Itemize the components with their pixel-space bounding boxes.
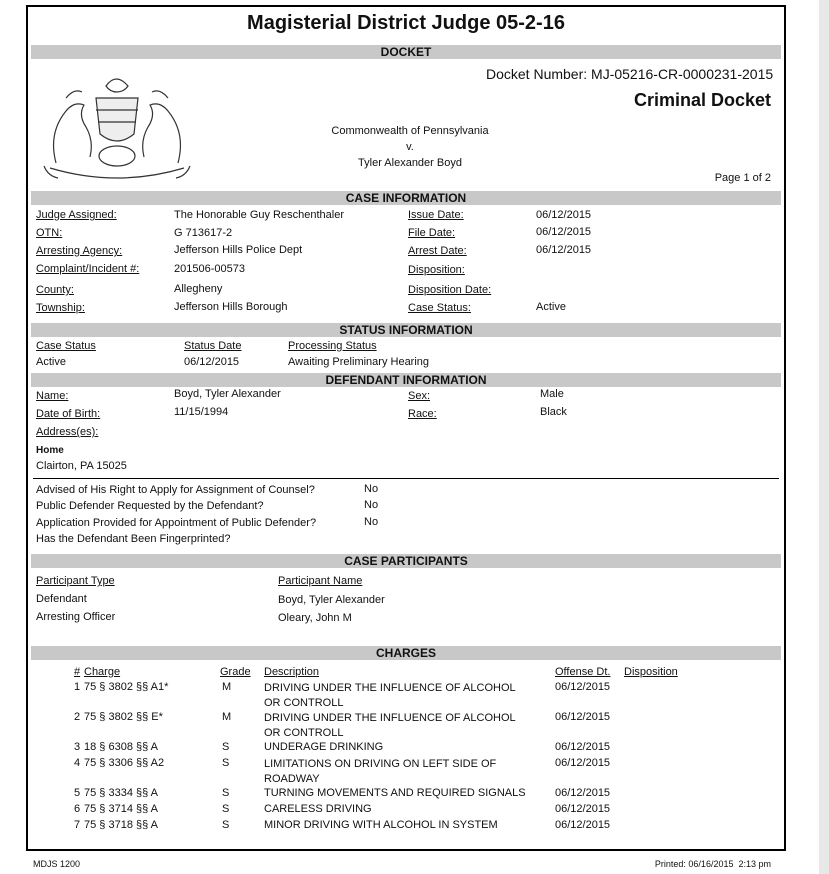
dob-value: 11/15/1994 xyxy=(174,406,229,418)
charge-statute: 75 § 3306 §§ A2 xyxy=(84,757,165,769)
charge-number: 3 xyxy=(74,741,81,753)
status-value: Active xyxy=(36,356,66,368)
charge-description: LIMITATIONS ON DRIVING ON LEFT SIDE OF xyxy=(264,758,497,770)
name-label: Name: xyxy=(36,390,69,402)
charge-description-cont: OR CONTROLL xyxy=(264,727,344,739)
name-value: Boyd, Tyler Alexander xyxy=(174,388,281,400)
charge-number: 4 xyxy=(74,757,81,769)
charge-grade: S xyxy=(222,819,230,831)
charge-offense-date: 06/12/2015 xyxy=(555,741,611,753)
form-id: MDJS 1200 xyxy=(33,859,81,869)
viewer-background xyxy=(819,0,829,874)
caption-plaintiff: Commonwealth of Pennsylvania xyxy=(331,125,489,137)
counsel-answer: No xyxy=(364,483,379,495)
case-status-label: Case Status: xyxy=(408,302,471,314)
charge-description: TURNING MOVEMENTS AND REQUIRED SIGNALS xyxy=(264,787,526,799)
charge-col-offense-date: Offense Dt. xyxy=(555,666,611,678)
charge-description: UNDERAGE DRINKING xyxy=(264,741,384,753)
charge-grade: S xyxy=(222,757,230,769)
counsel-question: Advised of His Right to Apply for Assignment of Counsel? xyxy=(36,484,315,496)
charge-description: DRIVING UNDER THE INFLUENCE OF ALCOHOL xyxy=(264,712,516,724)
participant-name-header: Participant Name xyxy=(278,575,363,587)
participant-type: Defendant xyxy=(36,593,87,605)
county-label: County: xyxy=(36,284,74,296)
arresting-agency-label: Arresting Agency: xyxy=(36,245,123,257)
status-col-processing: Processing Status xyxy=(288,340,377,352)
charge-grade: M xyxy=(222,681,232,693)
charge-description-cont: ROADWAY xyxy=(264,773,320,785)
file-date-label: File Date: xyxy=(408,227,456,239)
application-answer: No xyxy=(364,516,379,528)
charge-col-description: Description xyxy=(264,666,320,678)
charge-offense-date: 06/12/2015 xyxy=(555,681,611,693)
charge-statute: 18 § 6308 §§ A xyxy=(84,741,159,753)
participant-name: Boyd, Tyler Alexander xyxy=(278,594,385,606)
charge-col-disposition: Disposition xyxy=(624,666,678,678)
charge-offense-date: 06/12/2015 xyxy=(555,711,611,723)
case-status-value: Active xyxy=(536,301,566,313)
processing-status-value: Awaiting Preliminary Hearing xyxy=(288,356,430,368)
arrest-date-label: Arrest Date: xyxy=(408,245,467,257)
public-defender-question: Public Defender Requested by the Defendant? xyxy=(36,500,264,512)
charge-grade: M xyxy=(222,711,232,723)
charge-statute: 75 § 3334 §§ A xyxy=(84,787,159,799)
otn-label: OTN: xyxy=(36,227,63,239)
arresting-agency-value: Jefferson Hills Police Dept xyxy=(174,244,303,256)
judge-value: The Honorable Guy Reschenthaler xyxy=(174,209,344,221)
charge-description-cont: OR CONTROLL xyxy=(264,697,344,709)
page-number: Page 1 of 2 xyxy=(714,172,771,184)
dob-label: Date of Birth: xyxy=(36,408,101,420)
home-address-value: Clairton, PA 15025 xyxy=(36,460,127,472)
otn-value: G 713617-2 xyxy=(174,227,233,239)
address-label: Address(es): xyxy=(36,426,99,438)
docket-type: Criminal Docket xyxy=(633,90,771,110)
status-col-case-status: Case Status xyxy=(36,340,96,352)
charges-heading: CHARGES xyxy=(31,646,781,660)
charge-grade: S xyxy=(222,803,230,815)
participant-name: Oleary, John M xyxy=(278,612,352,624)
page-title: Magisterial District Judge 05-2-16 xyxy=(247,12,565,34)
charge-number: 2 xyxy=(74,711,81,723)
participant-type: Arresting Officer xyxy=(36,611,116,623)
race-label: Race: xyxy=(408,408,437,420)
arrest-date-value: 06/12/2015 xyxy=(536,244,592,256)
charge-col-charge: Charge xyxy=(84,666,121,678)
charge-offense-date: 06/12/2015 xyxy=(555,819,611,831)
township-label: Township: xyxy=(36,302,85,314)
issue-date-label: Issue Date: xyxy=(408,209,464,221)
printed-timestamp: Printed: 06/16/2015 2:13 pm xyxy=(654,859,771,869)
docket-number: Docket Number: MJ-05216-CR-0000231-2015 xyxy=(486,66,774,82)
caption-versus: v. xyxy=(406,141,414,153)
judge-label: Judge Assigned: xyxy=(36,209,117,221)
status-information-heading: STATUS INFORMATION xyxy=(31,323,781,337)
file-date-value: 06/12/2015 xyxy=(536,226,592,238)
section-divider xyxy=(33,478,779,479)
fingerprint-question: Has the Defendant Been Fingerprinted? xyxy=(36,533,231,545)
charge-col-number: # xyxy=(74,666,81,678)
charge-grade: S xyxy=(222,787,230,799)
charge-offense-date: 06/12/2015 xyxy=(555,757,611,769)
home-address-label: Home xyxy=(36,445,64,456)
charge-statute: 75 § 3714 §§ A xyxy=(84,803,159,815)
caption-defendant: Tyler Alexander Boyd xyxy=(358,157,462,169)
township-value: Jefferson Hills Borough xyxy=(174,301,288,313)
case-information-heading: CASE INFORMATION xyxy=(31,191,781,205)
defendant-information-heading: DEFENDANT INFORMATION xyxy=(31,373,781,387)
issue-date-value: 06/12/2015 xyxy=(536,209,592,221)
disposition-date-label: Disposition Date: xyxy=(408,284,492,296)
status-date-value: 06/12/2015 xyxy=(184,356,240,368)
complaint-value: 201506-00573 xyxy=(174,263,245,275)
charge-statute: 75 § 3802 §§ A1* xyxy=(84,681,169,693)
pennsylvania-seal-icon xyxy=(36,68,198,183)
charge-number: 7 xyxy=(74,819,81,831)
charge-number: 5 xyxy=(74,787,81,799)
charge-description: MINOR DRIVING WITH ALCOHOL IN SYSTEM xyxy=(264,819,498,831)
complaint-label: Complaint/Incident #: xyxy=(36,263,140,275)
charge-offense-date: 06/12/2015 xyxy=(555,787,611,799)
sex-value: Male xyxy=(540,388,564,400)
charge-description: DRIVING UNDER THE INFLUENCE OF ALCOHOL xyxy=(264,682,516,694)
charge-col-grade: Grade xyxy=(220,666,251,678)
race-value: Black xyxy=(540,406,567,418)
docket-bar: DOCKET xyxy=(31,45,781,59)
case-participants-heading: CASE PARTICIPANTS xyxy=(31,554,781,568)
charge-number: 6 xyxy=(74,803,81,815)
charge-statute: 75 § 3802 §§ E* xyxy=(84,711,163,723)
application-question: Application Provided for Appointment of Public Defender? xyxy=(36,517,317,529)
charge-number: 1 xyxy=(74,681,81,693)
public-defender-answer: No xyxy=(364,499,379,511)
charge-statute: 75 § 3718 §§ A xyxy=(84,819,159,831)
status-col-date: Status Date xyxy=(184,340,242,352)
charge-offense-date: 06/12/2015 xyxy=(555,803,611,815)
charge-grade: S xyxy=(222,741,230,753)
county-value: Allegheny xyxy=(174,283,223,295)
charge-description: CARELESS DRIVING xyxy=(264,803,372,815)
disposition-label: Disposition: xyxy=(408,264,465,276)
sex-label: Sex: xyxy=(408,390,431,402)
participant-type-header: Participant Type xyxy=(36,575,115,587)
